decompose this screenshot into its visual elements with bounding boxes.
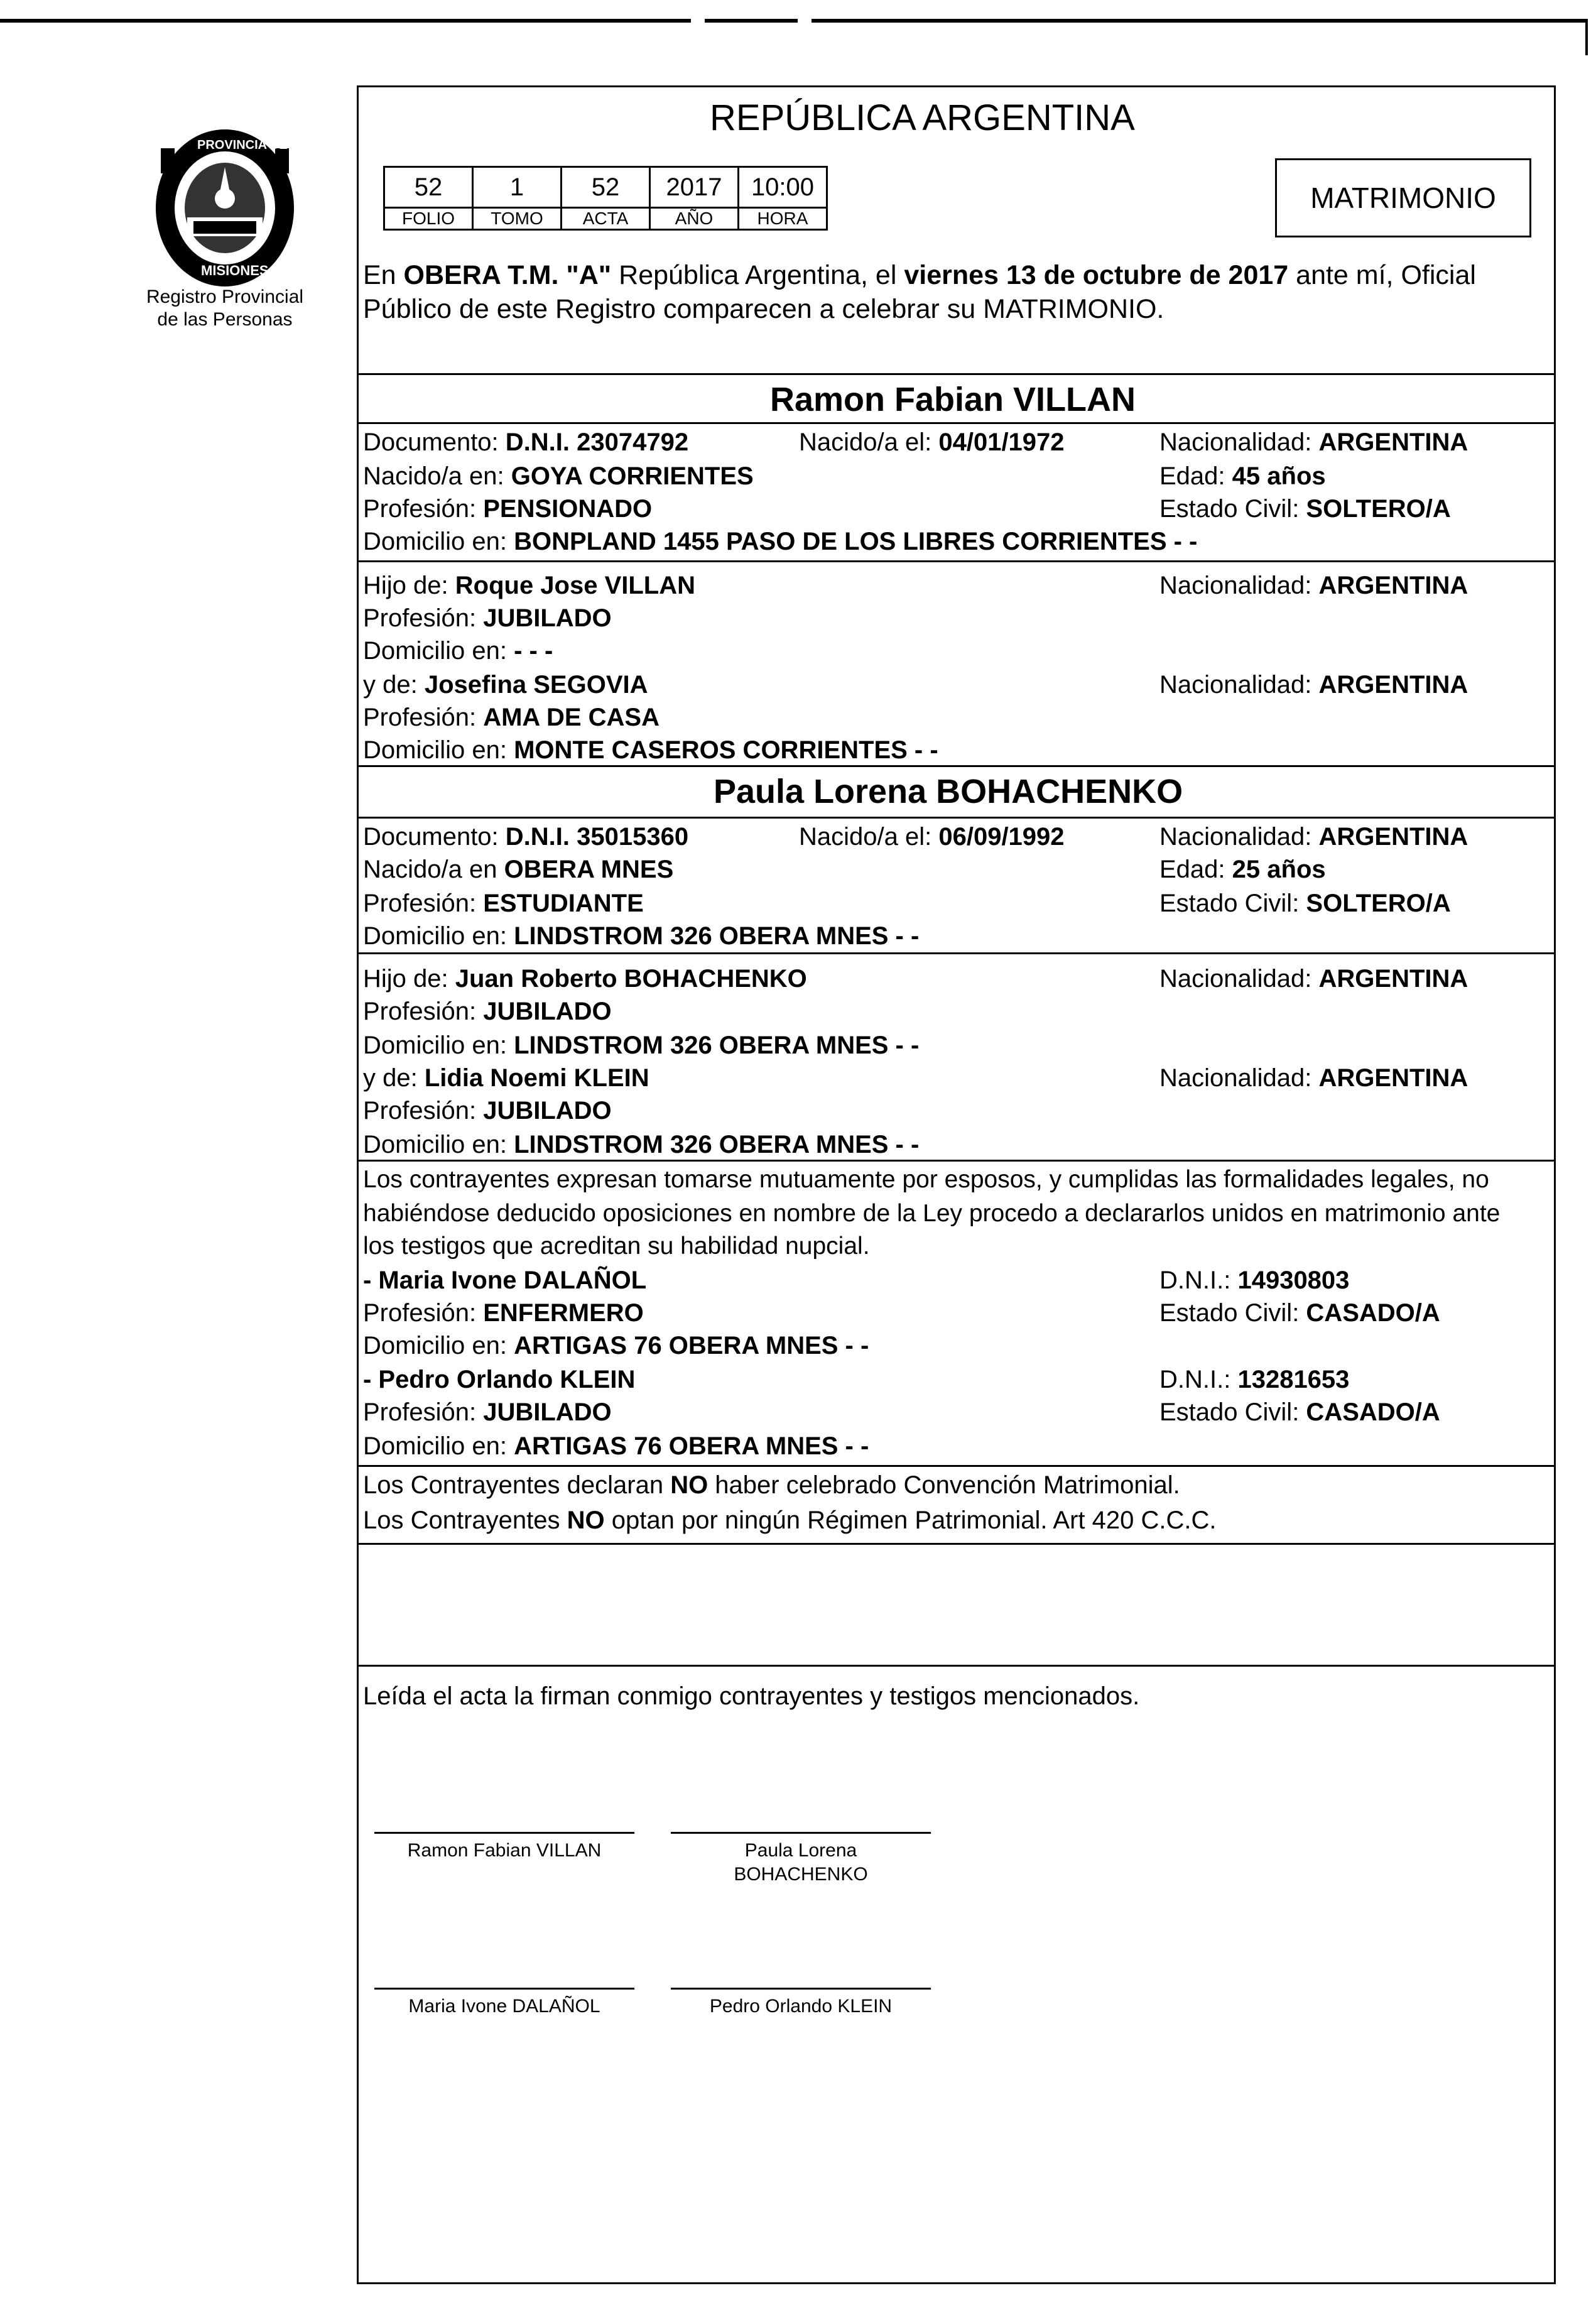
anio-value: 2017 [650, 167, 739, 208]
c2-nacido-en: Nacido/a en OBERA MNES [363, 856, 674, 883]
signature-name-2a: Paula Lorena [744, 1840, 857, 1861]
c2-padre: Hijo de: Juan Roberto BOHACHENKO [363, 965, 807, 993]
c1-nacido-el: Nacido/a el: 04/01/1972 [799, 428, 1065, 456]
t1-profesion: Profesión: ENFERMERO [363, 1299, 644, 1327]
c1-estado-civil: Estado Civil: SOLTERO/A [1159, 495, 1451, 523]
tomo-value: 1 [473, 167, 562, 208]
declaracion-line-3: los testigos que acreditan su habilidad nupcial. [363, 1233, 870, 1260]
t1-domicilio: Domicilio en: ARTIGAS 76 OBERA MNES - - [363, 1332, 869, 1359]
t2-estado-civil: Estado Civil: CASADO/A [1159, 1398, 1440, 1426]
c1-padre: Hijo de: Roque Jose VILLAN [363, 572, 696, 599]
folio-value: 52 [384, 167, 473, 208]
signature-name-1: Ramon Fabian VILLAN [407, 1840, 602, 1861]
signature-name-4: Pedro Orlando KLEIN [709, 1996, 893, 2017]
rule-9 [357, 1543, 1556, 1545]
logo-caption-2: de las Personas [157, 309, 293, 330]
acta-label: ACTA [562, 208, 650, 230]
c2-nacido-el: Nacido/a el: 06/09/1992 [799, 823, 1065, 851]
c2-madre-domicilio: Domicilio en: LINDSTROM 326 OBERA MNES - - [363, 1131, 920, 1158]
rule-8 [357, 1465, 1556, 1467]
top-rule-right [812, 19, 1588, 23]
top-rule-tick [1585, 19, 1588, 55]
hora-value: 10:00 [739, 167, 827, 208]
c1-padre-domicilio: Domicilio en: - - - [363, 637, 553, 665]
hora-label: HORA [739, 208, 827, 230]
signature-line-2 [671, 1832, 931, 1834]
c2-padre-domicilio: Domicilio en: LINDSTROM 326 OBERA MNES - - [363, 1032, 920, 1059]
rule-1 [357, 373, 1556, 375]
folio-label: FOLIO [384, 208, 473, 230]
t2-domicilio: Domicilio en: ARTIGAS 76 OBERA MNES - - [363, 1432, 869, 1460]
acta-value: 52 [562, 167, 650, 208]
top-rule-left [0, 19, 691, 23]
act-type-box: MATRIMONIO [1275, 158, 1531, 237]
rule-4 [357, 765, 1556, 767]
rule-2 [357, 422, 1556, 424]
c1-madre-profesion: Profesión: AMA DE CASA [363, 704, 660, 731]
c1-padre-nacionalidad: Nacionalidad: ARGENTINA [1159, 572, 1468, 599]
declaracion-line-2: habiéndose deducido oposiciones en nombre de la Ley procedo a declararlos unidos en matrimonio ante [363, 1200, 1501, 1227]
testigo-2-name: - Pedro Orlando KLEIN [363, 1366, 636, 1393]
c1-documento: Documento: D.N.I. 23074792 [363, 428, 689, 456]
t1-estado-civil: Estado Civil: CASADO/A [1159, 1299, 1440, 1327]
registry-table [383, 166, 828, 231]
c1-madre-domicilio: Domicilio en: MONTE CASEROS CORRIENTES - - [363, 736, 938, 764]
c2-madre-profesion: Profesión: JUBILADO [363, 1097, 612, 1125]
c2-padre-nacionalidad: Nacionalidad: ARGENTINA [1159, 965, 1468, 993]
province-seal-logo [148, 123, 301, 289]
signature-name-3: Maria Ivone DALAÑOL [408, 1996, 600, 2017]
c2-nacionalidad: Nacionalidad: ARGENTINA [1159, 823, 1468, 851]
rule-5 [357, 817, 1556, 819]
c2-padre-profesion: Profesión: JUBILADO [363, 998, 612, 1025]
convencion-line-2: Los Contrayentes NO optan por ningún Régimen Patrimonial. Art 420 C.C.C. [363, 1506, 1217, 1534]
c2-estado-civil: Estado Civil: SOLTERO/A [1159, 890, 1451, 917]
c1-nacido-en: Nacido/a en: GOYA CORRIENTES [363, 462, 754, 490]
signature-line-3 [374, 1988, 634, 1990]
rule-10 [357, 1665, 1556, 1667]
seal-text-top: PROVINCIA DE [197, 138, 288, 152]
seal-text-bottom: MISIONES [201, 263, 269, 278]
c2-edad: Edad: 25 años [1159, 856, 1326, 883]
rule-3 [357, 560, 1556, 562]
contrayente-1-name: Ramon Fabian VILLAN [770, 381, 1136, 418]
signature-line-4 [671, 1988, 931, 1990]
convencion-line-1: Los Contrayentes declaran NO haber celebrado Convención Matrimonial. [363, 1471, 1180, 1499]
tomo-label: TOMO [473, 208, 562, 230]
document-title: REPÚBLICA ARGENTINA [710, 97, 1135, 138]
intro-line-1: En OBERA T.M. "A" República Argentina, el viernes 13 de octubre de 2017 ante mí, Oficial [363, 260, 1476, 290]
testigo-1-name: - Maria Ivone DALAÑOL [363, 1266, 647, 1294]
c2-domicilio: Domicilio en: LINDSTROM 326 OBERA MNES - - [363, 922, 920, 950]
declaracion-line-1: Los contrayentes expresan tomarse mutuamente por esposos, y cumplidas las formalidades legales, no [363, 1166, 1489, 1193]
c2-documento: Documento: D.N.I. 35015360 [363, 823, 689, 851]
c2-profesion: Profesión: ESTUDIANTE [363, 890, 644, 917]
c1-nacionalidad: Nacionalidad: ARGENTINA [1159, 428, 1468, 456]
signature-line-1 [374, 1832, 634, 1834]
c1-profesion: Profesión: PENSIONADO [363, 495, 653, 523]
t2-profesion: Profesión: JUBILADO [363, 1398, 612, 1426]
c2-madre: y de: Lidia Noemi KLEIN [363, 1064, 649, 1092]
top-rule-mid [705, 19, 798, 23]
logo-caption-1: Registro Provincial [146, 286, 304, 307]
c1-padre-profesion: Profesión: JUBILADO [363, 604, 612, 632]
intro-line-2: Público de este Registro comparecen a celebrar su MATRIMONIO. [363, 294, 1164, 324]
contrayente-2-name: Paula Lorena BOHACHENKO [714, 773, 1183, 810]
signature-name-2b: BOHACHENKO [734, 1864, 868, 1885]
cierre-text: Leída el acta la firman conmigo contrayentes y testigos mencionados. [363, 1682, 1140, 1710]
t2-dni: D.N.I.: 13281653 [1159, 1366, 1350, 1393]
c1-domicilio: Domicilio en: BONPLAND 1455 PASO DE LOS LIBRES CORRIENTES - - [363, 528, 1198, 555]
c2-madre-nacionalidad: Nacionalidad: ARGENTINA [1159, 1064, 1468, 1092]
c1-edad: Edad: 45 años [1159, 462, 1326, 490]
rule-7 [357, 1160, 1556, 1162]
c1-madre-nacionalidad: Nacionalidad: ARGENTINA [1159, 671, 1468, 699]
t1-dni: D.N.I.: 14930803 [1159, 1266, 1350, 1294]
anio-label: AÑO [650, 208, 739, 230]
c1-madre: y de: Josefina SEGOVIA [363, 671, 648, 699]
rule-6 [357, 952, 1556, 954]
